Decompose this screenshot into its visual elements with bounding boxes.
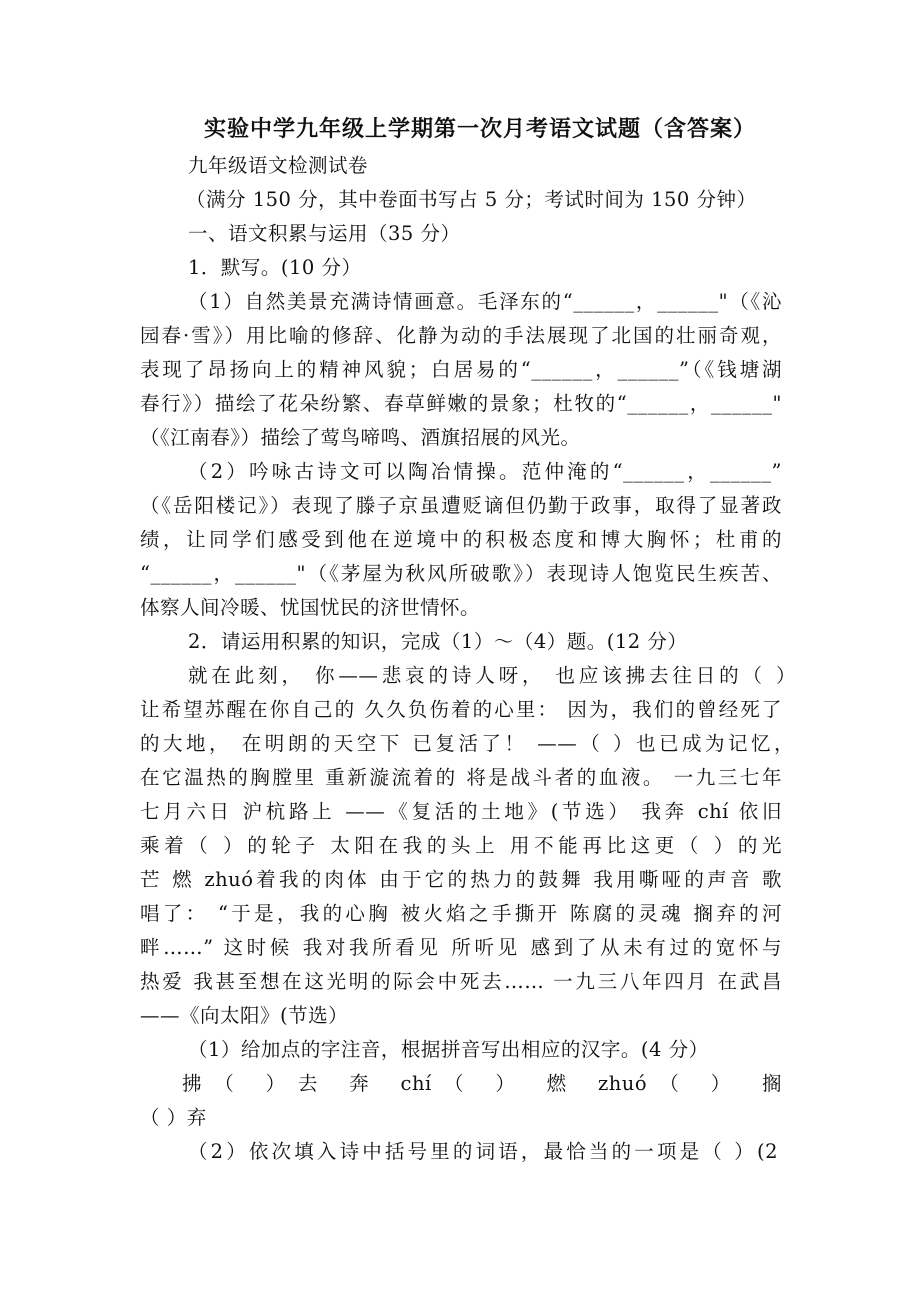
- paragraph-line: 春行》）描绘了花朵纷繁、春草鲜嫩的景象；杜牧的“______，______": [140, 392, 782, 415]
- question-heading: 2．请运用积累的知识，完成（1）～（4）题。(12 分）: [188, 630, 688, 653]
- paragraph-line: 绩，让同学们感受到他在逆境中的积极态度和博大胸怀；杜甫的: [140, 528, 782, 551]
- answer-blanks: 拂（ ）去 奔 chí（ ） 燃 zhuó（ ） 搁: [182, 1072, 782, 1095]
- sub-question: （2）依次填入诗中括号里的词语，最恰当的一项是（ ）(2: [188, 1140, 778, 1163]
- poem-line: 热爱 我甚至想在这光明的际会中死去…… 一九三八年四月 在武昌: [140, 970, 782, 993]
- section-heading: 一、语文积累与运用（35 分）: [188, 222, 461, 245]
- paragraph-line: “______，______"（《茅屋为秋风所破歌》）表现诗人饱览民生疾苦、: [140, 562, 782, 585]
- paragraph-line: 园春·雪》）用比喻的修辞、化静为动的手法展现了北国的壮丽奇观，: [140, 324, 782, 347]
- paragraph-line: 表现了昂扬向上的精神风貌；白居易的“______，______”（《钱塘湖: [140, 358, 782, 381]
- answer-blanks: （ ）弃: [140, 1106, 207, 1129]
- poem-line: 就在此刻， 你——悲哀的诗人呀， 也应该拂去往日的（ ）: [188, 664, 796, 687]
- poem-line: 唱了： “于是，我的心胸 被火焰之手撕开 陈腐的灵魂 搁弃的河: [140, 902, 782, 925]
- sub-question: （1）给加点的字注音，根据拼音写出相应的汉字。(4 分）: [188, 1038, 709, 1061]
- exam-info: （满分 150 分，其中卷面书写占 5 分；考试时间为 150 分钟）: [186, 188, 757, 211]
- paragraph-line: （2）吟咏古诗文可以陶冶情操。范仲淹的“______，______”: [188, 460, 782, 483]
- poem-line: 乘着（ ）的轮子 太阳在我的头上 用不能再比这更（ ）的光: [140, 834, 782, 857]
- poem-line: 在它温热的胸膛里 重新漩流着的 将是战斗者的血液。 一九三七年: [140, 766, 782, 789]
- paragraph-line: 体察人间冷暖、忧国忧民的济世情怀。: [140, 596, 481, 619]
- poem-line: ——《向太阳》(节选）: [140, 1004, 349, 1027]
- poem-line: 畔……” 这时候 我对我所看见 所听见 感到了从未有过的宽怀与: [140, 936, 782, 959]
- poem-line: 让希望苏醒在你自己的 久久负伤着的心里： 因为，我们的曾经死了: [140, 698, 782, 721]
- poem-line: 的大地， 在明朗的天空下 已复活了！ ——（ ）也已成为记忆，: [140, 732, 794, 755]
- poem-line: 芒 燃 zhuó着我的肉体 由于它的热力的鼓舞 我用嘶哑的声音 歌: [140, 868, 782, 891]
- paper-subtitle: 九年级语文检测试卷: [188, 154, 369, 177]
- paragraph-line: （《江南春》）描绘了莺鸟啼鸣、酒旗招展的风光。: [140, 426, 581, 449]
- poem-line: 七月六日 沪杭路上 ——《复活的土地》(节选） 我奔 chí 依旧: [140, 800, 782, 823]
- paragraph-line: （1）自然美景充满诗情画意。毛泽东的“______，______"（《沁: [188, 290, 782, 313]
- question-heading: 1．默写。(10 分）: [188, 256, 362, 279]
- document-title: 实验中学九年级上学期第一次月考语文试题（含答案）: [203, 117, 756, 142]
- paragraph-line: （《岳阳楼记》）表现了滕子京虽遭贬谪但仍勤于政事，取得了显著政: [140, 494, 782, 517]
